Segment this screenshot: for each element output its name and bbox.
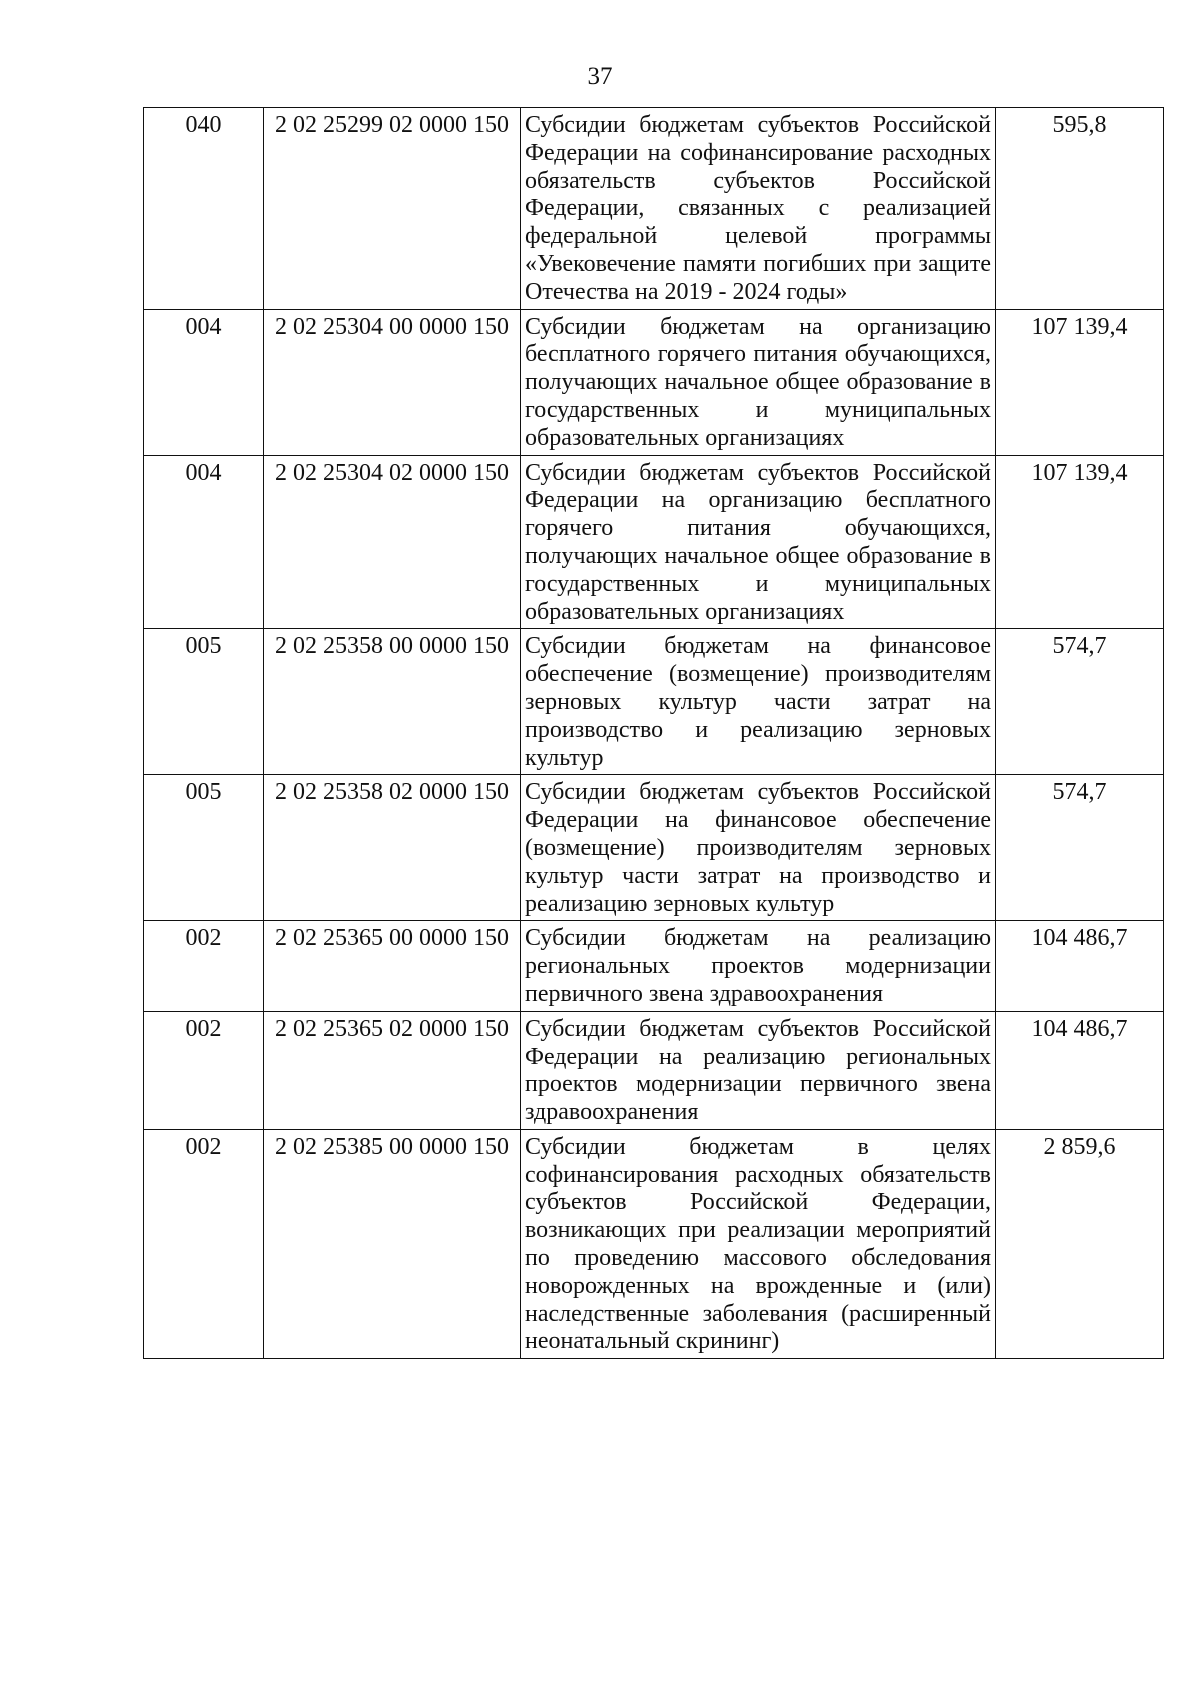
- amount-cell: 107 139,4: [996, 309, 1164, 455]
- revenue-name-cell: Субсидии бюджетам в целях софинансирования расходных обязательств субъектов Российской Федерации, возникающих при реализации мероприятий по проведению массового обследования новорожденных на врожденные и (или) наследственные заболевания (расширенный неонатальный скрининг): [521, 1129, 996, 1358]
- amount-cell: 595,8: [996, 108, 1164, 310]
- admin-code-cell: 002: [144, 921, 264, 1011]
- revenue-name-cell: Субсидии бюджетам на организацию бесплатного горячего питания обучающихся, получающих начальное общее образование в государственных и муниципальных образовательных организациях: [521, 309, 996, 455]
- revenue-name-cell: Субсидии бюджетам на реализацию региональных проектов модернизации первичного звена здравоохранения: [521, 921, 996, 1011]
- amount-cell: 574,7: [996, 629, 1164, 775]
- table-row: [144, 108, 1164, 310]
- admin-code-cell: 004: [144, 455, 264, 629]
- table-row: [144, 1011, 1164, 1129]
- table-row: [144, 309, 1164, 455]
- revenue-name-cell: Субсидии бюджетам субъектов Российской Федерации на софинансирование расходных обязательств субъектов Российской Федерации, связанных с реализацией федеральной целевой программы «Увековечение памяти погибших при защите Отечества на 2019 - 2024 годы»: [521, 108, 996, 310]
- table-row: [144, 455, 1164, 629]
- revenue-name-cell: Субсидии бюджетам субъектов Российской Федерации на финансовое обеспечение (возмещение) производителям зерновых культур части затрат на производство и реализацию зерновых культур: [521, 775, 996, 921]
- admin-code-cell: 002: [144, 1011, 264, 1129]
- page-number: 37: [587, 63, 613, 90]
- budget-classification-code-cell: 2 02 25304 00 0000 150: [264, 309, 521, 455]
- budget-classification-code-cell: 2 02 25304 02 0000 150: [264, 455, 521, 629]
- admin-code-cell: 002: [144, 1129, 264, 1358]
- table-row: [144, 775, 1164, 921]
- budget-classification-code-cell: 2 02 25358 00 0000 150: [264, 629, 521, 775]
- admin-code-cell: 040: [144, 108, 264, 310]
- admin-code-cell: 004: [144, 309, 264, 455]
- admin-code-cell: 005: [144, 629, 264, 775]
- admin-code-cell: 005: [144, 775, 264, 921]
- table-row: [144, 629, 1164, 775]
- budget-classification-code-cell: 2 02 25299 02 0000 150: [264, 108, 521, 310]
- amount-cell: 104 486,7: [996, 1011, 1164, 1129]
- revenue-name-cell: Субсидии бюджетам субъектов Российской Федерации на реализацию региональных проектов модернизации первичного звена здравоохранения: [521, 1011, 996, 1129]
- amount-cell: 107 139,4: [996, 455, 1164, 629]
- amount-cell: 2 859,6: [996, 1129, 1164, 1358]
- budget-revenue-table: [143, 107, 1164, 1359]
- amount-cell: 574,7: [996, 775, 1164, 921]
- amount-cell: 104 486,7: [996, 921, 1164, 1011]
- budget-classification-code-cell: 2 02 25365 02 0000 150: [264, 1011, 521, 1129]
- table-row: [144, 1129, 1164, 1358]
- table-row: [144, 921, 1164, 1011]
- budget-classification-code-cell: 2 02 25385 00 0000 150: [264, 1129, 521, 1358]
- budget-classification-code-cell: 2 02 25358 02 0000 150: [264, 775, 521, 921]
- budget-classification-code-cell: 2 02 25365 00 0000 150: [264, 921, 521, 1011]
- revenue-name-cell: Субсидии бюджетам субъектов Российской Федерации на организацию бесплатного горячего питания обучающихся, получающих начальное общее образование в государственных и муниципальных образовательных организациях: [521, 455, 996, 629]
- revenue-name-cell: Субсидии бюджетам на финансовое обеспечение (возмещение) производителям зерновых культур части затрат на производство и реализацию зерновых культур: [521, 629, 996, 775]
